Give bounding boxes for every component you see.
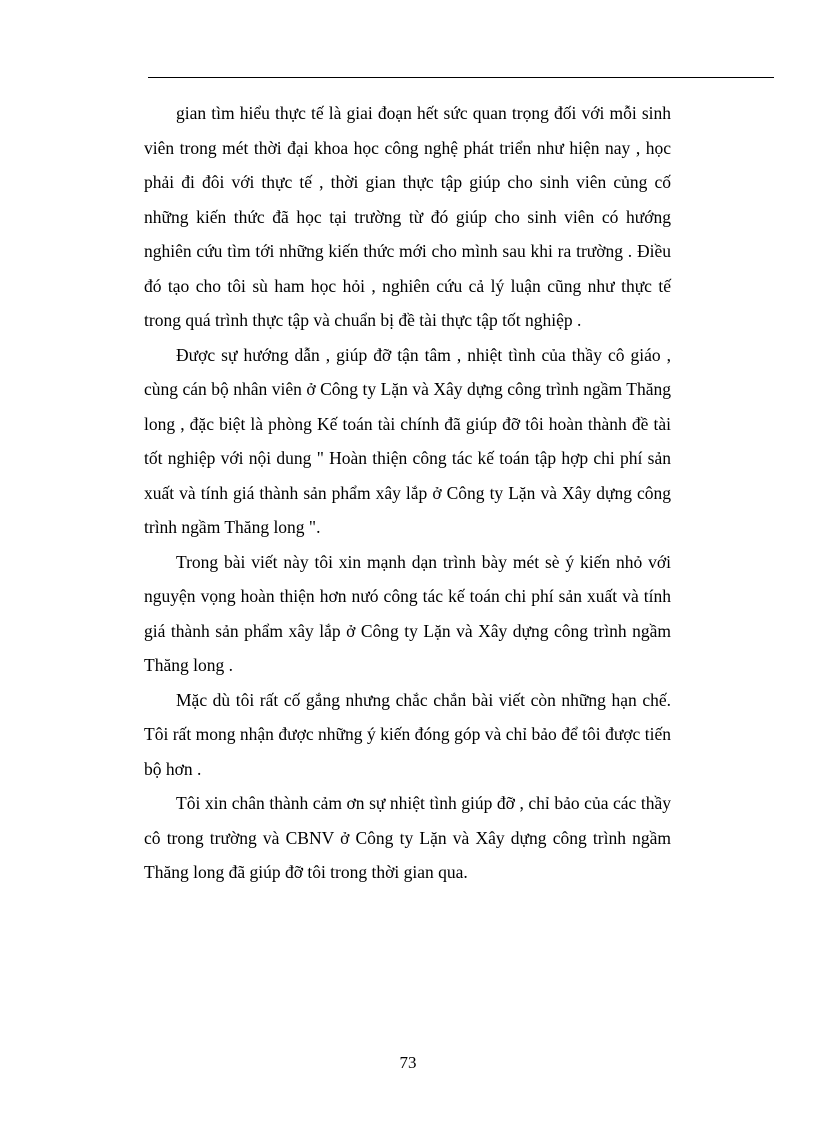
paragraph-1: gian tìm hiểu thực tế là giai đoạn hết sức quan trọng đối với mỗi sinh viên trong mét thời đại khoa học công nghệ phát triển như hiện nay , học phải đi đôi với thực tế , thời gian thực tập giúp cho sinh viên củng cố những kiến thức đã học tại trường từ đó giúp cho sinh viên có hướng nghiên cứu tìm tới những kiến thức mới cho mình sau khi ra trường . Điều đó tạo cho tôi sù ham học hỏi , nghiên cứu cả lý luận cũng như thực tế trong quá trình thực tập và chuẩn bị đề tài thực tập tốt nghiệp . <box>144 103 671 330</box>
paragraph-2: Được sự hướng dẫn , giúp đỡ tận tâm , nhiệt tình của thầy cô giáo , cùng cán bộ nhân viên ở Công ty Lặn và Xây dựng công trình ngầm Thăng long , đặc biệt là phòng Kế toán tài chính đã giúp đỡ tôi hoàn thành đề tài tốt nghiệp với nội dung " Hoàn thiện công tác kế toán tập hợp chi phí sản xuất và tính giá thành sản phẩm xây lắp ở Công ty Lặn và Xây dựng công trình ngầm Thăng long ". <box>144 344 671 537</box>
body-text <box>144 96 671 890</box>
paragraph-3: Trong bài viết này tôi xin mạnh dạn trình bày mét sè ý kiến nhỏ với nguyện vọng hoàn thiện hơn nưó công tác kế toán chi phí sản xuất và tính giá thành sản phẩm xây lắp ở Công ty Lặn và Xây dựng công trình ngầm Thăng long . <box>144 551 671 675</box>
paragraph-4: Mặc dù tôi rất cố gắng nhưng chắc chắn bài viết còn những hạn chế. Tôi rất mong nhận được những ý kiến đóng góp và chỉ bảo để tôi được tiến bộ hơn . <box>144 689 671 779</box>
page-number: 73 <box>399 1053 417 1072</box>
header-rule <box>148 77 774 78</box>
paragraph-5: Tôi xin chân thành cảm ơn sự nhiệt tình giúp đỡ , chỉ bảo của các thầy cô trong trường và CBNV ở Công ty Lặn và Xây dựng công trình ngầm Thăng long đã giúp đỡ tôi trong thời gian qua. <box>144 793 671 882</box>
